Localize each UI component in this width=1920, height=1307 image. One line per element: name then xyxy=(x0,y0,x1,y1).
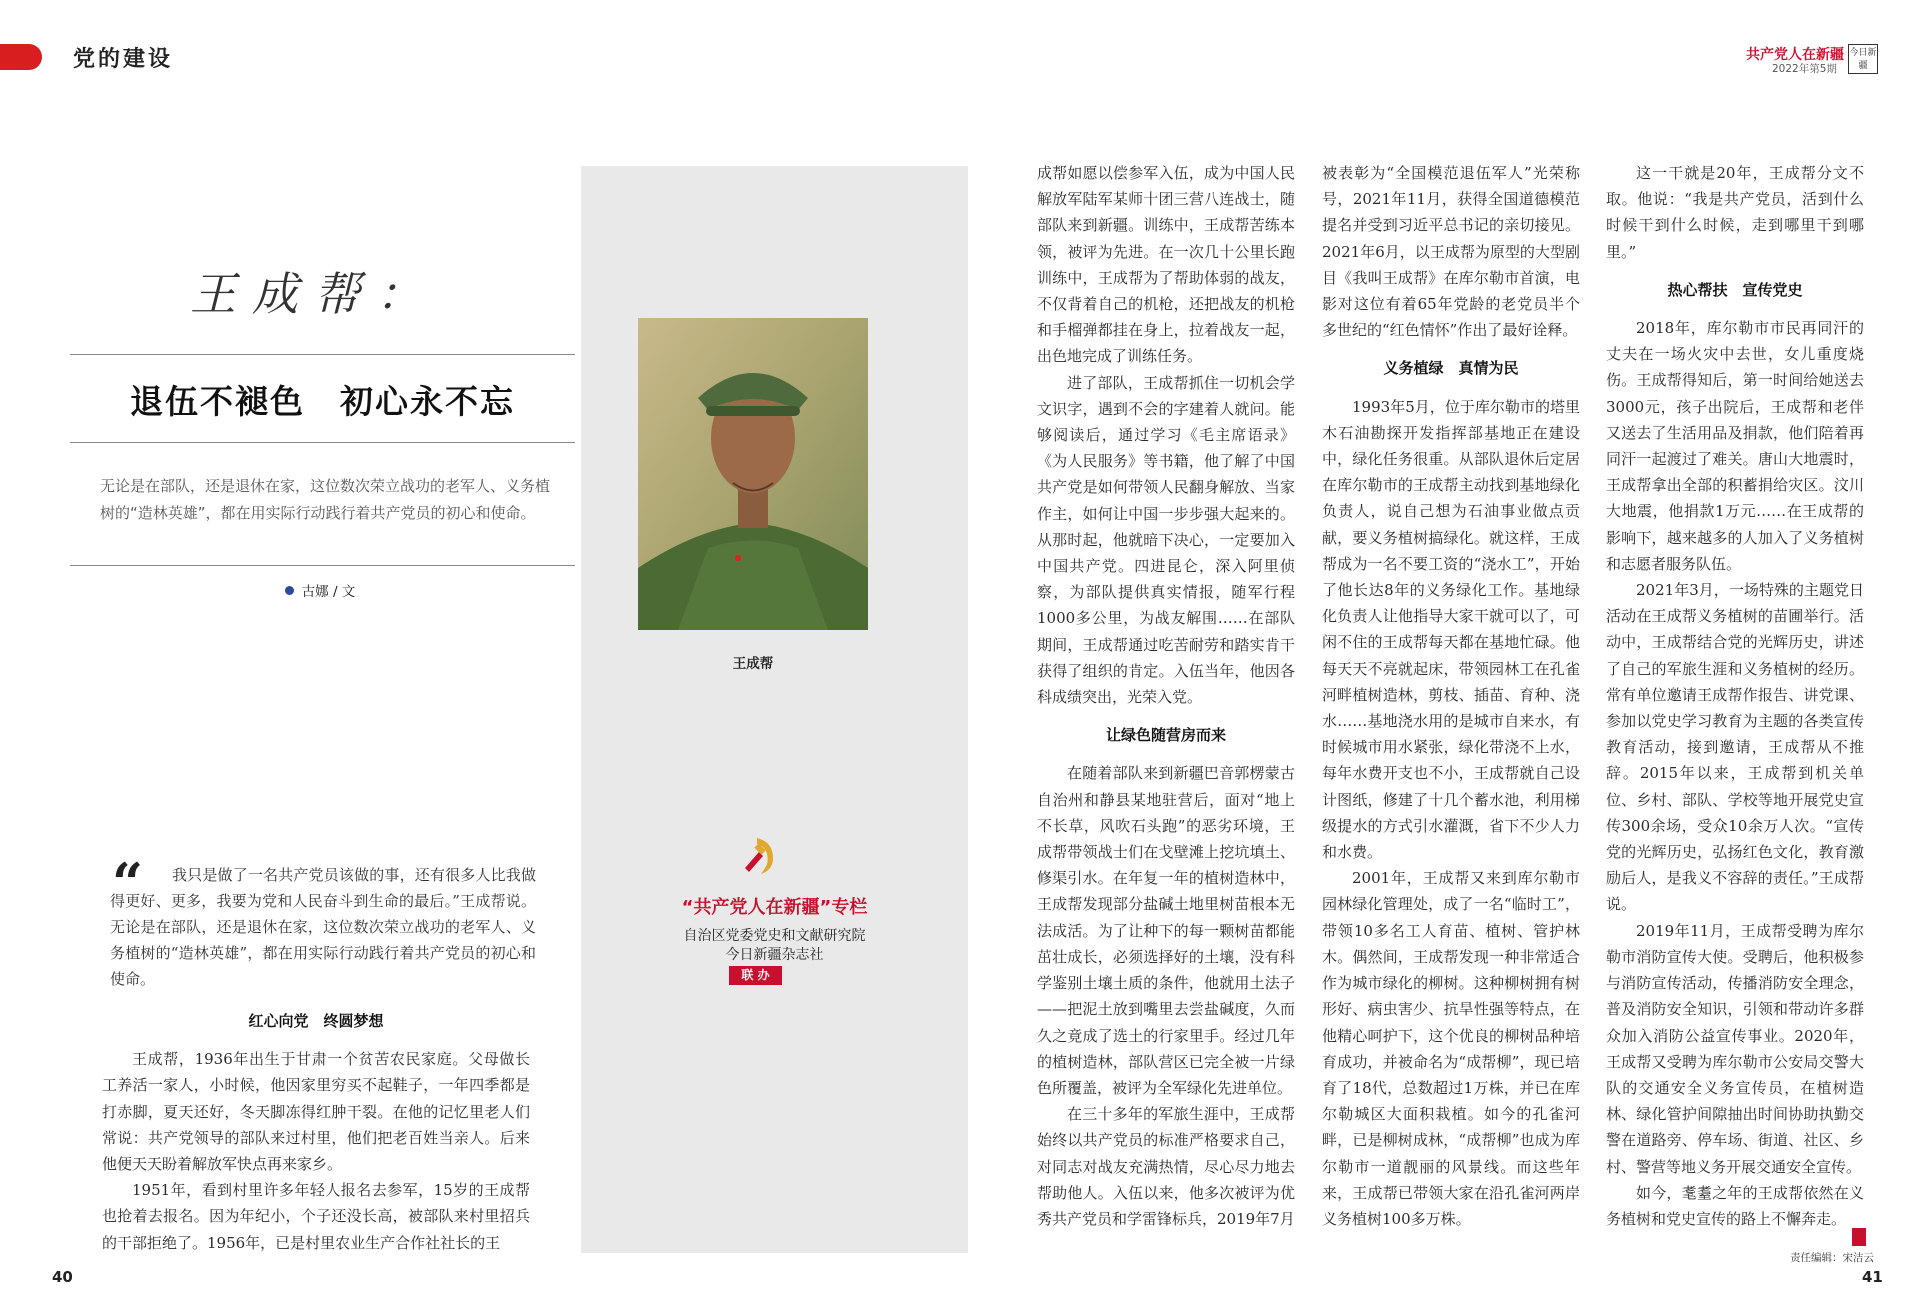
text-column-a xyxy=(102,1008,530,1256)
portrait-illustration xyxy=(638,318,868,630)
section-heading-4: 热心帮扶 宣传党史 xyxy=(1667,280,1803,299)
page-number-left: 40 xyxy=(52,1268,73,1286)
paragraph: 王成帮，1936年出生于甘肃一个贫苦农民家庭。父母做长工养活一家人，小时候，他因家里穷买不起鞋子，一年四季都是打赤脚，夏天还好，冬天脚冻得红肿干裂。在他的记忆里老人们常说：共产党领导的部队来过村里，他们把老百姓当亲人。后来他便天天盼着解放军快点再来家乡。 xyxy=(102,1050,530,1174)
title-divider-bottom xyxy=(70,442,575,443)
end-mark-icon xyxy=(1852,1228,1866,1246)
paragraph: 进了部队，王成帮抓住一切机会学文识字，遇到不会的字建着人就问。能够阅读后，通过学习《毛主席语录》《为人民服务》等书籍，他了解了中国共产党是如何带领人民翻身解放、当家作主，如何让中国一步步强大起来的。从那时起，他就暗下决心，一定要加入中国共产党。四进昆仑，深入阿里侦察，为部队提供真实情报，随军行程1000多公里，为战友解围……在部队期间，王成帮通过吃苦耐劳和踏实肯干获得了组织的肯定。入伍当年，他因各科成绩突出，光荣入党。 xyxy=(1037,373,1295,707)
paragraph: 2001年，王成帮又来到库尔勒市园林绿化管理处，成了一名“临时工”，带领10多名工人育苗、植树、管护林木。偶然间，王成帮发现一种非常适合作为城市绿化的柳树。这种柳树拥有树形好、病虫害少、抗旱性强等特点，在他精心呵护下，这个优良的柳树品种培育成功，并被命名为“成帮柳”，现已培育了18代，总数超过1万株，并已在库尔勒城区大面积栽植。如今的孔雀河畔，已是柳树成林，“成帮柳”也成为库尔勒市一道靓丽的风景线。而这些年来，王成帮已带领大家在沿孔雀河两岸义务植树100多万株。 xyxy=(1322,869,1580,1228)
paragraph: 1993年5月，位于库尔勒市的塔里木石油勘探开发指挥部基地正在建设中，绿化任务很重。从部队退休后定居在库尔勒市的王成帮主动找到基地绿化负责人，说自己想为石油事业做点贡献，要义务植树搞绿化。就这样，王成帮成为一名不要工资的“浇水工”，开始了他长达8年的义务绿化工作。基地绿化负责人让他指导大家干就可以了，可闲不住的王成帮每天都在基地忙碌。他每天天不亮就起床，带领园林工在孔雀河畔植树造林，剪枝、插苗、育种、浇水……基地浇水用的是城市自来水，有时候城市用水紧张，绿化带浇不上水，每年水费开支也不小，王成帮就自己设计图纸，修建了十几个蓄水池，利用梯级提水的方式引水灌溉，省下不少人力和水费。 xyxy=(1322,397,1580,862)
paragraph: 如今，耄耋之年的王成帮依然在义务植树和党史宣传的路上不懈奔走。 xyxy=(1606,1183,1864,1228)
article-subtitle: 退伍不褪色 初心永不忘 xyxy=(130,382,515,421)
paragraph: 在三十多年的军旅生涯中，王成帮始终以共产党员的标准严格要求自己，对同志对战友充满热情，尽心尽力地去帮助他人。入伍以来，他多次被评为优秀共产党员和学雷锋标兵，2019年7月 xyxy=(1037,1105,1295,1228)
column-title: 共产党人在新疆 xyxy=(1746,47,1844,63)
section-heading-1: 红心向党 终圆梦想 xyxy=(248,1012,384,1030)
paragraph: 被表彰为“全国模范退伍军人”光荣称号，2021年11月，获得全国道德模范提名并受到习近平总书记的亲切接见。2021年6月，以王成帮为原型的大型剧目《我叫王成帮》在库尔勒市首演，电影对这位有着65年党龄的老党员半个多世纪的“红色情怀”作出了最好诠释。 xyxy=(1322,164,1580,340)
paragraph: 2021年3月，一场特殊的主题党日活动在王成帮义务植树的苗圃举行。活动中，王成帮结合党的光辉历史，讲述了自己的军旅生涯和义务植树的经历。常有单位邀请王成帮作报告、讲党课、参加以党史学习教育为主题的各类宣传教育活动，接到邀请，王成帮从不推辞。2015年以来，王成帮到机关单位、乡村、部队、学校等地开展党史宣传300余场，受众10余万人次。“宣传党的光辉历史，弘扬红色文化，教育激励后人，是我义不容辞的责任。”王成帮说。 xyxy=(1606,581,1864,914)
photo-caption: 王成帮 xyxy=(732,656,774,672)
paragraph: 成帮如愿以偿参军入伍，成为中国人民解放军陆军某师十团三营八连战士，随部队来到新疆。训练中，王成帮苦练本领，被评为先进。在一次几十公里长跑训练中，王成帮为了帮助体弱的战友，不仅背着自己的机枪，还把战友的机枪和手榴弹都挂在身上，拉着战友一起，出色地完成了训练任务。 xyxy=(1037,164,1295,366)
quote-mark-icon: “ xyxy=(112,851,144,915)
byline xyxy=(0,580,640,600)
text-column-b xyxy=(1037,160,1295,1232)
pull-quote xyxy=(110,862,536,992)
text-column-c xyxy=(1322,160,1580,1232)
paragraph: 这一干就是20年，王成帮分文不取。他说：“我是共产党员，活到什么时候干到什么时候，走到哪里干到哪里。” xyxy=(1606,164,1864,261)
party-emblem-icon xyxy=(735,834,779,878)
magazine-logo: 今日新疆 xyxy=(1848,44,1878,74)
title-divider-top xyxy=(70,354,575,355)
paragraph: 1951年，看到村里许多年轻人报名去参军，15岁的王成帮也抢着去报名。因为年纪小，个子还没长高，被部队来村里招兵的干部拒绝了。1956年，已是村里农业生产合作社社长的王 xyxy=(102,1181,530,1252)
section-title: 党的建设 xyxy=(73,46,174,72)
issue-label: 2022年第5期 xyxy=(1772,63,1837,75)
paragraph: 2018年，库尔勒市市民再同汗的丈夫在一场火灾中去世，女儿重度烧伤。王成帮得知后，第一时间给她送去3000元，孩子出院后，王成帮和老伴又送去了生活用品及捐款，他们陪着再同汗一起渡过了难关。唐山大地震时，王成帮拿出全部的积蓄捐给灾区。汶川大地震，他捐款1万元……在王成帮的影响下，越来越多的人加入了义务植树和志愿者服务队伍。 xyxy=(1606,319,1864,573)
section-tag-marker xyxy=(0,44,42,70)
article-title: 王成帮： xyxy=(190,267,438,321)
panel-organizer: 今日新疆杂志社 xyxy=(725,947,824,963)
pull-quote-text: 我只是做了一名共产党员该做的事，还有很多人比我做得更好、更多，我要为党和人民奋斗到生命的最后。”王成帮说。无论是在部队，还是退休在家，这位数次荣立战功的老军人、义务植树的“造林英雄”，都在用实际行动践行着共产党员的初心和使命。 xyxy=(110,866,536,988)
byline-dot xyxy=(285,586,294,595)
section-heading-2: 让绿色随营房而来 xyxy=(1105,726,1226,745)
panel-column-title: “共产党人在新疆”专栏 xyxy=(681,897,868,918)
panel-badge: 联 办 xyxy=(729,966,782,985)
summary-divider xyxy=(70,565,575,566)
panel-organizer: 自治区党委党史和文献研究院 xyxy=(683,928,866,944)
text-column-d xyxy=(1606,160,1864,1232)
paragraph: 2019年11月，王成帮受聘为库尔勒市消防宣传大使。受聘后，他积极参与消防宣传活动，传播消防安全理念，普及消防安全知识，引领和带动许多群众加入消防公益宣传事业。2020年，王成帮又受聘为库尔勒市公安局交警大队的交通安全义务宣传员，在植树造林、绿化管护间隙抽出时间协助执勤交警在道路旁、停车场、街道、社区、乡村、警营等地义务开展交通安全宣传。 xyxy=(1606,921,1864,1176)
paragraph: 在随着部队来到新疆巴音郭楞蒙古自治州和静县某地驻营后，面对“地上不长草，风吹石头跑”的恶劣环境，王成帮带领战士们在戈壁滩上挖坑填土、修渠引水。在年复一年的植树造林中，王成帮发现部分盐碱土地里树苗根本无法成活。为了让种下的每一颗树苗都能茁壮成长，必须选择好的土壤，没有科学鉴别土壤土质的条件，他就用土法子——把泥土放到嘴里去尝盐碱度，久而久之竟成了选土的行家里手。经过几年的植树造林，部队营区已完全被一片绿色所覆盖，被评为全军绿化先进单位。 xyxy=(1037,764,1295,1097)
article-summary: 无论是在部队，还是退休在家，这位数次荣立战功的老军人、义务植树的“造林英雄”，都在用实际行动践行着共产党员的初心和使命。 xyxy=(100,477,551,522)
byline-text: 古娜 / 文 xyxy=(301,584,356,600)
page-number-right: 41 xyxy=(1862,1268,1883,1286)
responsible-editor: 责任编辑：宋洁云 xyxy=(1790,1252,1874,1264)
portrait-photo xyxy=(638,318,868,630)
section-heading-3: 义务植绿 真情为民 xyxy=(1383,359,1519,378)
